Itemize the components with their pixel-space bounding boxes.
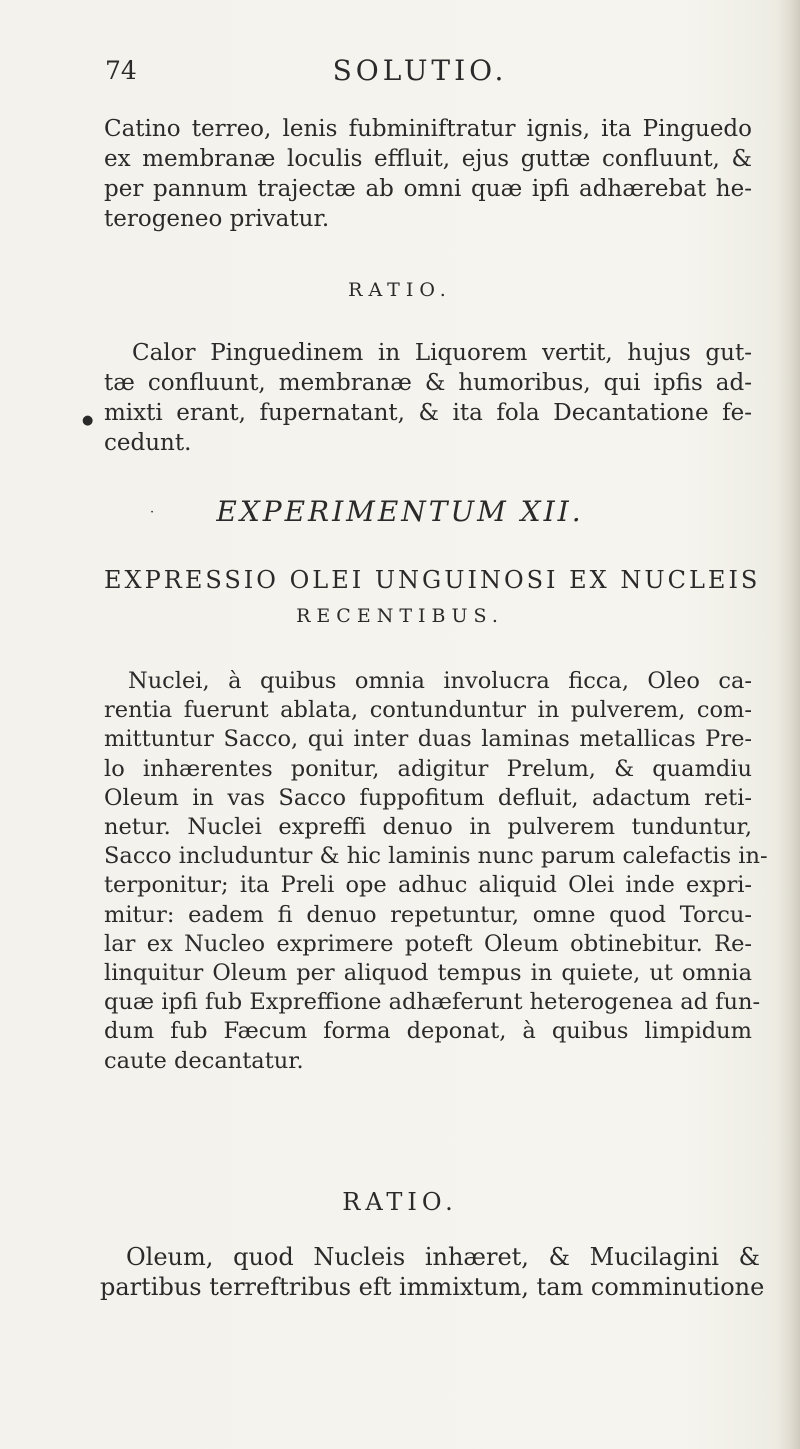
- margin-dot: ·: [150, 505, 155, 520]
- experiment-title: EXPERIMENTUM XII.: [216, 495, 584, 528]
- text-line: rentia fuerunt ablata, contunduntur in pulverem, com-: [104, 697, 752, 724]
- text-line: partibus terreftribus eft immixtum, tam comminutione: [100, 1273, 765, 1301]
- ratio-heading: RATIO.: [348, 279, 452, 301]
- text-line: mixti erant, fupernatant, & ita fola Decantatione fe-: [104, 400, 752, 426]
- text-line: netur. Nuclei expreffi denuo in pulverem tunduntur,: [104, 814, 752, 841]
- text-line: ex membranæ loculis effluit, ejus guttæ confluunt, &: [104, 146, 752, 172]
- oleum-paragraph: [100, 1242, 765, 1302]
- text-line: Sacco includuntur & hic laminis nunc parum calefactis in-: [104, 843, 768, 870]
- running-title: SOLUTIO.: [332, 54, 508, 87]
- calor-paragraph: [104, 338, 752, 458]
- margin-bullet: ●: [82, 413, 94, 428]
- text-line: tæ confluunt, membranæ & humoribus, qui ipfis ad-: [104, 370, 752, 396]
- text-line: cedunt.: [104, 430, 192, 456]
- ratio-heading: RATIO.: [342, 1188, 458, 1216]
- text-line: mitur: eadem fi denuo repetuntur, omne quod Torcu-: [104, 901, 752, 928]
- nuclei-paragraph: [104, 667, 768, 1076]
- text-line: Oleum, quod Nucleis inhæret, & Mucilagini &: [126, 1243, 760, 1271]
- experiment-subtitle: EXPRESSIO OLEI UNGUINOSI EX NUCLEIS: [104, 566, 761, 594]
- experiment-subtitle-continued: RECENTIBUS.: [296, 605, 504, 627]
- page-edge-shadow: [778, 0, 800, 1449]
- text-line: lar ex Nucleo exprimere poteft Oleum obtinebitur. Re-: [104, 930, 752, 957]
- page-header: [0, 54, 800, 94]
- text-line: per pannum trajectæ ab omni quæ ipfi adhærebat he-: [104, 176, 752, 202]
- text-line: terogeneo privatur.: [104, 206, 330, 232]
- text-line: lo inhærentes ponitur, adigitur Prelum, & quamdiu: [104, 755, 752, 782]
- text-line: quæ ipfi fub Expreffione adhæferunt heterogenea ad fun-: [104, 989, 761, 1016]
- page-number: 74: [105, 56, 137, 85]
- text-line: Catino terreo, lenis fubminiftratur ignis, ita Pinguedo: [104, 116, 752, 142]
- intro-paragraph: [104, 114, 752, 234]
- text-line: terponitur; ita Preli ope adhuc aliquid Olei inde expri-: [104, 872, 752, 899]
- text-line: mittuntur Sacco, qui inter duas laminas metallicas Pre-: [104, 726, 752, 753]
- text-line: caute decantatur.: [104, 1047, 304, 1074]
- text-line: Calor Pinguedinem in Liquorem vertit, hujus gut-: [132, 340, 752, 366]
- text-line: linquitur Oleum per aliquod tempus in quiete, ut omnia: [104, 960, 752, 987]
- text-line: Nuclei, à quibus omnia involucra ficca, Oleo ca-: [128, 668, 752, 694]
- text-line: dum fub Fæcum forma deponat, à quibus limpidum: [104, 1018, 752, 1045]
- text-line: Oleum in vas Sacco fuppofitum defluit, adactum reti-: [104, 784, 752, 811]
